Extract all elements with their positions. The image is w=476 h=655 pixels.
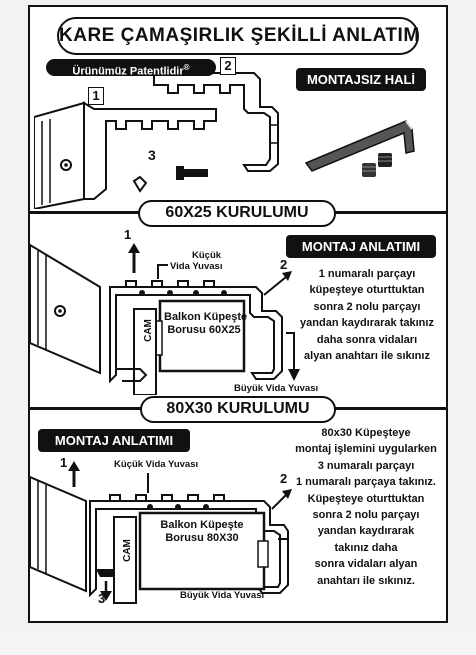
- tube-line-2: Borusu 60X25: [167, 324, 241, 336]
- instruction-line: anahtarı ile sıkınız.: [317, 574, 415, 587]
- part-1-label: 1: [88, 87, 104, 105]
- big-screw-label-80x30: Büyük Vida Yuvası: [180, 590, 265, 601]
- allen-key-icon: [302, 101, 432, 191]
- small-screw-line-2: Vida Yuvası: [170, 261, 223, 272]
- instructions-60x25: [292, 266, 442, 364]
- section-title-80x30: 80X30 KURULUMU: [140, 396, 336, 423]
- small-screw-line-1: Küçük: [192, 250, 222, 261]
- small-screw-label-80x30: Küçük Vida Yuvası: [114, 459, 199, 470]
- part-3-label: 3: [148, 147, 156, 163]
- small-screw-label-60x25: [170, 250, 222, 272]
- instruction-line: montaj işlemini uygularken: [295, 443, 437, 456]
- instruction-line: küpeşteye oturttuktan: [309, 284, 425, 297]
- page-background-strip: [0, 630, 476, 655]
- instruction-line: Küpeşteye oturttuktan: [307, 492, 425, 505]
- arrow-2-label-60x25: 2: [280, 257, 288, 272]
- tube-line-1: Balkon Küpeşte: [164, 311, 248, 323]
- instruction-line: yandan kaydırarak takınız: [300, 317, 434, 330]
- section-title-60x25: 60X25 KURULUMU: [138, 200, 336, 227]
- montaj-label-80x30: MONTAJ ANLATIMI: [38, 429, 190, 452]
- glass-label-80x30: CAM: [121, 539, 133, 562]
- tube-label-80x30: [146, 519, 258, 545]
- patent-badge: [46, 59, 216, 76]
- montajsiz-label: MONTAJSIZ HALİ: [296, 68, 426, 91]
- tube-line-1: Balkon Küpeşte: [160, 519, 244, 531]
- instruction-line: daha sonra vidaları: [316, 333, 418, 346]
- instructions-80x30: [292, 425, 440, 589]
- instruction-sheet: [28, 5, 448, 623]
- arrow-1-label-60x25: 1: [124, 227, 132, 242]
- montaj-label-60x25: MONTAJ ANLATIMI: [286, 235, 436, 258]
- instruction-line: 1 numaralı parçayı: [318, 268, 416, 280]
- arrow-1-label-80x30: 1: [60, 455, 68, 470]
- instruction-line: 1 numaralı parçaya takınız.: [295, 476, 436, 489]
- instruction-line: sonra 2 nolu parçayı: [312, 509, 420, 522]
- instruction-line: yandan kaydırarak: [317, 525, 415, 538]
- tube-label-60x25: [164, 311, 248, 337]
- instruction-line: sonra vidaları alyan: [314, 558, 418, 571]
- page-title: KARE ÇAMAŞIRLIK ŞEKİLLİ ANLATIM: [57, 17, 419, 55]
- profile-exploded-diagram: [34, 59, 294, 209]
- patent-text: Ürünümüz Patentlidir: [72, 65, 184, 78]
- instruction-line: 3 numaralı parçayı: [317, 459, 415, 472]
- glass-label-60x25: CAM: [142, 319, 154, 342]
- arrow-3-label-80x30: 3: [98, 591, 106, 606]
- part-2-label: 2: [220, 57, 236, 75]
- registered-mark: ®: [183, 63, 190, 72]
- instruction-line: sonra 2 nolu parçayı: [313, 300, 421, 313]
- big-screw-label-60x25: Büyük Vida Yuvası: [234, 383, 319, 394]
- instruction-line: 80x30 Küpeşteye: [321, 427, 411, 439]
- arrow-2-label-80x30: 2: [280, 471, 288, 486]
- tube-line-2: Borusu 80X30: [165, 532, 239, 544]
- instruction-line: takınız daha: [334, 541, 398, 554]
- instruction-line: alyan anahtarı ile sıkınız: [304, 350, 430, 363]
